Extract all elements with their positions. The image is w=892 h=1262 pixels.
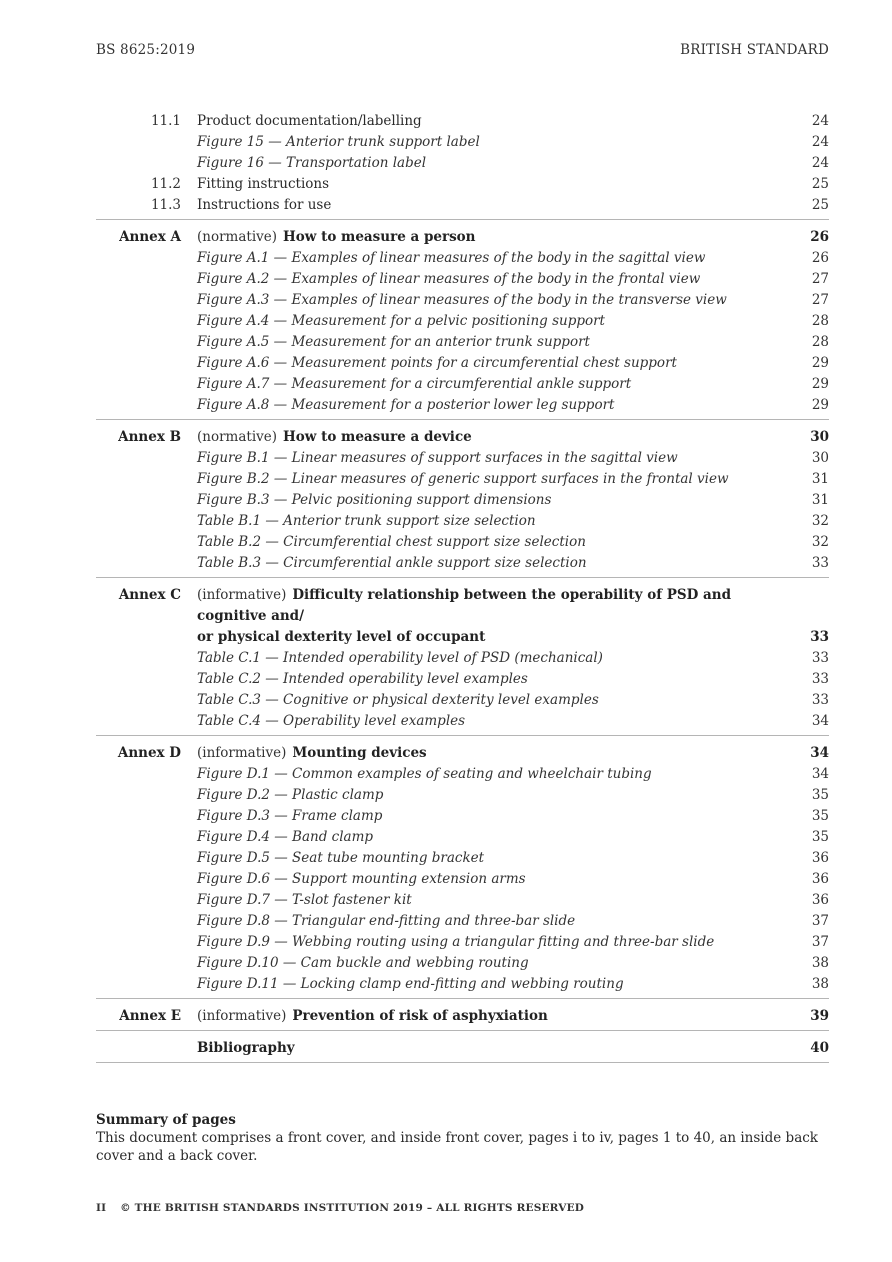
toc-entry-page: 29	[811, 376, 829, 392]
toc-entry[interactable]	[96, 806, 829, 827]
toc-entry-title	[181, 669, 789, 690]
toc-entry-page: 39	[810, 1008, 829, 1024]
toc-entry-title	[181, 890, 789, 911]
toc-entry-title-text: Figure A.2 — Examples of linear measures of the body in the frontal view	[197, 271, 701, 287]
toc-entry-title	[181, 111, 789, 132]
toc-entry-title-text: Figure 16 — Transportation label	[197, 155, 427, 171]
toc-entry[interactable]	[96, 511, 829, 532]
toc-entry[interactable]	[96, 627, 829, 648]
toc-entry-title	[181, 195, 789, 216]
toc-entry[interactable]	[96, 669, 829, 690]
toc-entry-page: 36	[811, 871, 829, 887]
toc-entry-title-text: Figure D.1 — Common examples of seating and wheelchair tubing	[197, 766, 652, 782]
toc-entry-page: 32	[811, 534, 829, 550]
toc-entry-title	[181, 743, 789, 764]
toc-entry-page: 33	[810, 629, 829, 645]
toc-entry-page: 26	[811, 250, 829, 266]
toc-entry-page: 36	[811, 892, 829, 908]
toc-entry[interactable]	[96, 311, 829, 332]
toc-entry-page: 33	[811, 692, 829, 708]
toc-entry[interactable]	[96, 490, 829, 511]
toc-entry[interactable]	[96, 585, 829, 627]
toc-entry-page: 31	[811, 492, 829, 508]
toc-entry[interactable]	[96, 827, 829, 848]
toc-section	[96, 743, 829, 999]
toc-entry[interactable]	[96, 890, 829, 911]
toc-entry[interactable]	[96, 248, 829, 269]
toc-entry[interactable]	[96, 711, 829, 732]
toc-entry-page: 33	[811, 650, 829, 666]
toc-entry-page: 34	[811, 766, 829, 782]
toc-entry[interactable]	[96, 111, 829, 132]
toc-entry[interactable]	[96, 132, 829, 153]
toc-section	[96, 427, 829, 578]
toc-entry-title	[181, 332, 789, 353]
toc-entry-title-text: Figure A.1 — Examples of linear measures of the body in the sagittal view	[197, 250, 706, 266]
toc-entry-title-text: How to measure a device	[283, 429, 472, 445]
toc-entry-title	[181, 953, 789, 974]
summary-heading: Summary of pages	[96, 1112, 236, 1128]
toc-entry[interactable]	[96, 764, 829, 785]
toc-entry[interactable]	[96, 1038, 829, 1059]
toc-entry[interactable]	[96, 953, 829, 974]
toc-entry-page: 40	[810, 1040, 829, 1056]
toc-entry-title-text: Figure B.1 — Linear measures of support surfaces in the sagittal view	[197, 450, 678, 466]
toc-entry-title-text: Table C.3 — Cognitive or physical dexterity level examples	[197, 692, 599, 708]
toc-section	[96, 1006, 829, 1031]
toc-entry-title-text: Figure A.6 — Measurement points for a circumferential chest support	[197, 355, 677, 371]
toc-entry-title	[181, 353, 789, 374]
toc-entry[interactable]	[96, 427, 829, 448]
toc-entry-title-text: Table C.4 — Operability level examples	[197, 713, 466, 729]
toc-entry-title-text: Difficulty relationship between the operability of PSD and cognitive and/	[197, 587, 732, 624]
toc-entry-title-text: Product documentation/labelling	[197, 113, 422, 129]
toc-entry-title-text: Figure D.4 — Band clamp	[197, 829, 374, 845]
toc-entry-title	[181, 427, 789, 448]
toc-entry-title	[181, 374, 789, 395]
toc-entry-title	[181, 511, 789, 532]
annex-type-label: (normative)	[197, 429, 278, 445]
toc-entry-page: 28	[811, 313, 829, 329]
toc-entry-title	[181, 490, 789, 511]
toc-entry-page: 25	[811, 176, 829, 192]
toc-entry-title	[181, 627, 789, 648]
toc-entry[interactable]	[96, 332, 829, 353]
annex-type-label: (informative)	[197, 587, 287, 603]
toc-entry[interactable]	[96, 648, 829, 669]
toc-entry-title-text: Figure A.8 — Measurement for a posterior lower leg support	[197, 397, 615, 413]
toc-entry-title-text: Figure B.2 — Linear measures of generic support surfaces in the frontal view	[197, 471, 729, 487]
toc-entry-title	[181, 311, 789, 332]
toc-entry[interactable]	[96, 743, 829, 764]
toc-entry-page: 30	[810, 429, 829, 445]
toc-entry[interactable]	[96, 395, 829, 416]
toc-entry-number: 11.2	[150, 176, 181, 192]
toc-entry-title-text: Figure A.7 — Measurement for a circumferential ankle support	[197, 376, 632, 392]
header-standard-label: BRITISH STANDARD	[680, 42, 829, 58]
toc-entry-title-text: Instructions for use	[197, 197, 332, 213]
toc-entry[interactable]	[96, 374, 829, 395]
footer-page-number: II	[96, 1202, 107, 1214]
toc-section	[96, 111, 829, 220]
page-footer	[96, 1202, 584, 1214]
table-of-contents	[96, 111, 829, 1070]
toc-entry[interactable]	[96, 353, 829, 374]
toc-entry-title	[181, 153, 789, 174]
toc-section	[96, 585, 829, 736]
toc-entry-page: 24	[811, 155, 829, 171]
toc-entry-title-text: Table B.1 — Anterior trunk support size selection	[197, 513, 536, 529]
toc-entry-page: 38	[811, 955, 829, 971]
toc-entry-title	[181, 1006, 789, 1027]
toc-entry-title-text: Figure B.3 — Pelvic positioning support dimensions	[197, 492, 552, 508]
toc-entry[interactable]	[96, 269, 829, 290]
toc-entry-title-text: How to measure a person	[283, 229, 476, 245]
toc-entry-page: 30	[811, 450, 829, 466]
toc-entry-title	[181, 764, 789, 785]
toc-entry-title	[181, 269, 789, 290]
toc-entry-title	[181, 174, 789, 195]
toc-entry-page: 25	[811, 197, 829, 213]
toc-entry-page: 24	[811, 134, 829, 150]
toc-entry-title-text: Mounting devices	[292, 745, 427, 761]
toc-entry-title-text: Table C.1 — Intended operability level of PSD (mechanical)	[197, 650, 603, 666]
toc-entry-title	[181, 227, 789, 248]
toc-entry-title-text: Figure A.5 — Measurement for an anterior trunk support	[197, 334, 590, 350]
toc-entry-number: Annex A	[119, 229, 181, 245]
toc-entry-page: 31	[811, 471, 829, 487]
toc-entry-title-text: Figure D.9 — Webbing routing using a triangular fitting and three-bar slide	[197, 934, 715, 950]
toc-entry-page: 37	[811, 913, 829, 929]
toc-entry-title-text: Figure D.5 — Seat tube mounting bracket	[197, 850, 485, 866]
toc-entry[interactable]	[96, 195, 829, 216]
toc-entry[interactable]	[96, 911, 829, 932]
toc-entry-title-text: Figure 15 — Anterior trunk support label	[197, 134, 480, 150]
toc-entry-title	[181, 248, 789, 269]
toc-entry-title-text: Figure A.4 — Measurement for a pelvic positioning support	[197, 313, 605, 329]
toc-entry-title-text: Figure D.8 — Triangular end-fitting and three-bar slide	[197, 913, 576, 929]
toc-entry-title	[181, 869, 789, 890]
toc-entry[interactable]	[96, 227, 829, 248]
toc-entry-title	[181, 932, 789, 953]
toc-entry-title-text: Table B.2 — Circumferential chest support size selection	[197, 534, 586, 550]
summary-of-pages	[96, 1111, 831, 1165]
toc-entry[interactable]	[96, 553, 829, 574]
toc-entry-title	[181, 974, 789, 995]
toc-entry-title	[181, 827, 789, 848]
annex-type-label: (normative)	[197, 229, 278, 245]
toc-entry[interactable]	[96, 1006, 829, 1027]
toc-entry-title	[181, 532, 789, 553]
toc-entry-title	[181, 806, 789, 827]
toc-entry-title-text: Figure D.6 — Support mounting extension arms	[197, 871, 526, 887]
toc-entry-title-text: Figure D.10 — Cam buckle and webbing routing	[197, 955, 529, 971]
toc-entry-page: 29	[811, 355, 829, 371]
toc-entry-title	[181, 785, 789, 806]
toc-entry[interactable]	[96, 869, 829, 890]
toc-entry[interactable]	[96, 448, 829, 469]
toc-entry-page: 33	[811, 555, 829, 571]
toc-entry-page: 28	[811, 334, 829, 350]
toc-entry-title	[181, 648, 789, 669]
toc-entry-page: 38	[811, 976, 829, 992]
toc-entry-title	[181, 711, 789, 732]
footer-copyright: © THE BRITISH STANDARDS INSTITUTION 2019 – ALL RIGHTS RESERVED	[120, 1202, 585, 1214]
toc-entry-title	[181, 448, 789, 469]
toc-entry[interactable]	[96, 690, 829, 711]
toc-entry-page: 34	[810, 745, 829, 761]
toc-entry-number: Annex E	[119, 1008, 181, 1024]
toc-entry[interactable]	[96, 174, 829, 195]
toc-entry[interactable]	[96, 290, 829, 311]
toc-entry-page: 35	[811, 829, 829, 845]
toc-entry-title	[181, 132, 789, 153]
toc-entry-page: 33	[811, 671, 829, 687]
toc-entry[interactable]	[96, 785, 829, 806]
toc-entry-title-text: Figure A.3 — Examples of linear measures of the body in the transverse view	[197, 292, 727, 308]
toc-entry-number: Annex B	[118, 429, 181, 445]
toc-entry[interactable]	[96, 153, 829, 174]
toc-entry-title-text: or physical dexterity level of occupant	[197, 629, 486, 645]
toc-entry-title	[181, 911, 789, 932]
header-document-code: BS 8625:2019	[96, 42, 196, 58]
summary-text: This document comprises a front cover, and inside front cover, pages i to iv, pages 1 to 40, an inside back cover and a back cover.	[96, 1130, 818, 1164]
annex-type-label: (informative)	[197, 745, 287, 761]
toc-section	[96, 227, 829, 420]
toc-entry-page: 27	[811, 271, 829, 287]
toc-entry-page: 26	[810, 229, 829, 245]
toc-entry-title	[181, 585, 789, 627]
annex-type-label: (informative)	[197, 1008, 287, 1024]
toc-entry[interactable]	[96, 469, 829, 490]
toc-entry-title-text: Figure D.11 — Locking clamp end-fitting and webbing routing	[197, 976, 624, 992]
toc-entry-number: 11.3	[150, 197, 181, 213]
toc-entry[interactable]	[96, 532, 829, 553]
toc-entry-page: 24	[811, 113, 829, 129]
toc-entry-page: 34	[811, 713, 829, 729]
toc-section	[96, 1038, 829, 1063]
toc-entry[interactable]	[96, 932, 829, 953]
toc-entry-title-text: Figure D.2 — Plastic clamp	[197, 787, 384, 803]
toc-entry-page: 27	[811, 292, 829, 308]
toc-entry-page: 32	[811, 513, 829, 529]
toc-entry-number: Annex D	[117, 745, 181, 761]
toc-entry-page: 37	[811, 934, 829, 950]
toc-entry-title-text: Figure D.7 — T-slot fastener kit	[197, 892, 412, 908]
toc-entry[interactable]	[96, 848, 829, 869]
toc-entry-title-text: Table C.2 — Intended operability level examples	[197, 671, 528, 687]
toc-entry-title	[181, 395, 789, 416]
toc-entry-title-text: Fitting instructions	[197, 176, 330, 192]
toc-entry-title	[181, 690, 789, 711]
toc-entry-title	[181, 290, 789, 311]
toc-entry-title-text: Bibliography	[197, 1040, 295, 1056]
toc-entry-title-text: Figure D.3 — Frame clamp	[197, 808, 383, 824]
toc-entry-title	[181, 469, 789, 490]
toc-entry-page: 35	[811, 808, 829, 824]
toc-entry-title-text: Prevention of risk of asphyxiation	[292, 1008, 548, 1024]
toc-entry[interactable]	[96, 974, 829, 995]
toc-entry-number: 11.1	[150, 113, 181, 129]
toc-entry-page: 36	[811, 850, 829, 866]
toc-entry-title	[181, 1038, 789, 1059]
toc-entry-page: 29	[811, 397, 829, 413]
toc-entry-title-text: Table B.3 — Circumferential ankle support size selection	[197, 555, 587, 571]
toc-entry-page: 35	[811, 787, 829, 803]
toc-entry-title	[181, 553, 789, 574]
toc-entry-title	[181, 848, 789, 869]
toc-entry-number: Annex C	[118, 587, 181, 603]
